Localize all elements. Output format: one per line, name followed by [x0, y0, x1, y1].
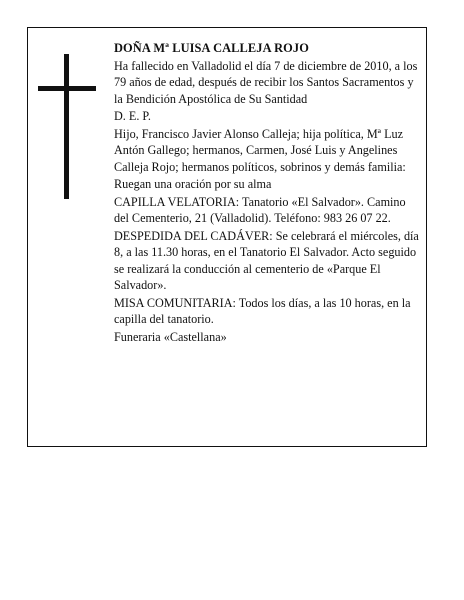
cross-vertical-bar	[64, 54, 69, 199]
death-notice: Ha fallecido en Valladolid el día 7 de diciembre de 2010, a los 79 años de edad, después de recibir los Santos Sacramentos y la Bendición Apostólica de Su Santidad	[114, 58, 418, 106]
obituary-text	[114, 40, 422, 346]
funeral-home: Funeraria «Castellana»	[114, 329, 227, 344]
wake-info: CAPILLA VELATORIA: Tanatorio «El Salvador». Camino del Cementerio, 21 (Valladolid). Teléfono: 983 26 07 22.	[114, 194, 406, 225]
cross-horizontal-bar	[38, 86, 96, 91]
deceased-name: DOÑA Mª LUISA CALLEJA ROJO	[114, 41, 309, 55]
cross-icon	[38, 54, 96, 199]
obituary-card	[27, 27, 427, 447]
family-list: Hijo, Francisco Javier Alonso Calleja; hija política, Mª Luz Antón Gallego; hermanos, Carmen, José Luis y Angelines Calleja Rojo; hermanos políticos, sobrinos y demás familia:	[114, 126, 406, 174]
prayer-request: Ruegan una oración por su alma	[114, 177, 272, 191]
farewell-info: DESPEDIDA DEL CADÁVER: Se celebrará el miércoles, día 8, a las 11.30 horas, en el Tanatorio El Salvador. Acto seguido se realizará la conducción al cementerio de «Parque El Salvador».	[114, 228, 419, 292]
mass-info: MISA COMUNITARIA: Todos los días, a las 10 horas, en la capilla del tanatorio.	[114, 295, 411, 326]
dep-line: D. E. P.	[114, 109, 151, 123]
